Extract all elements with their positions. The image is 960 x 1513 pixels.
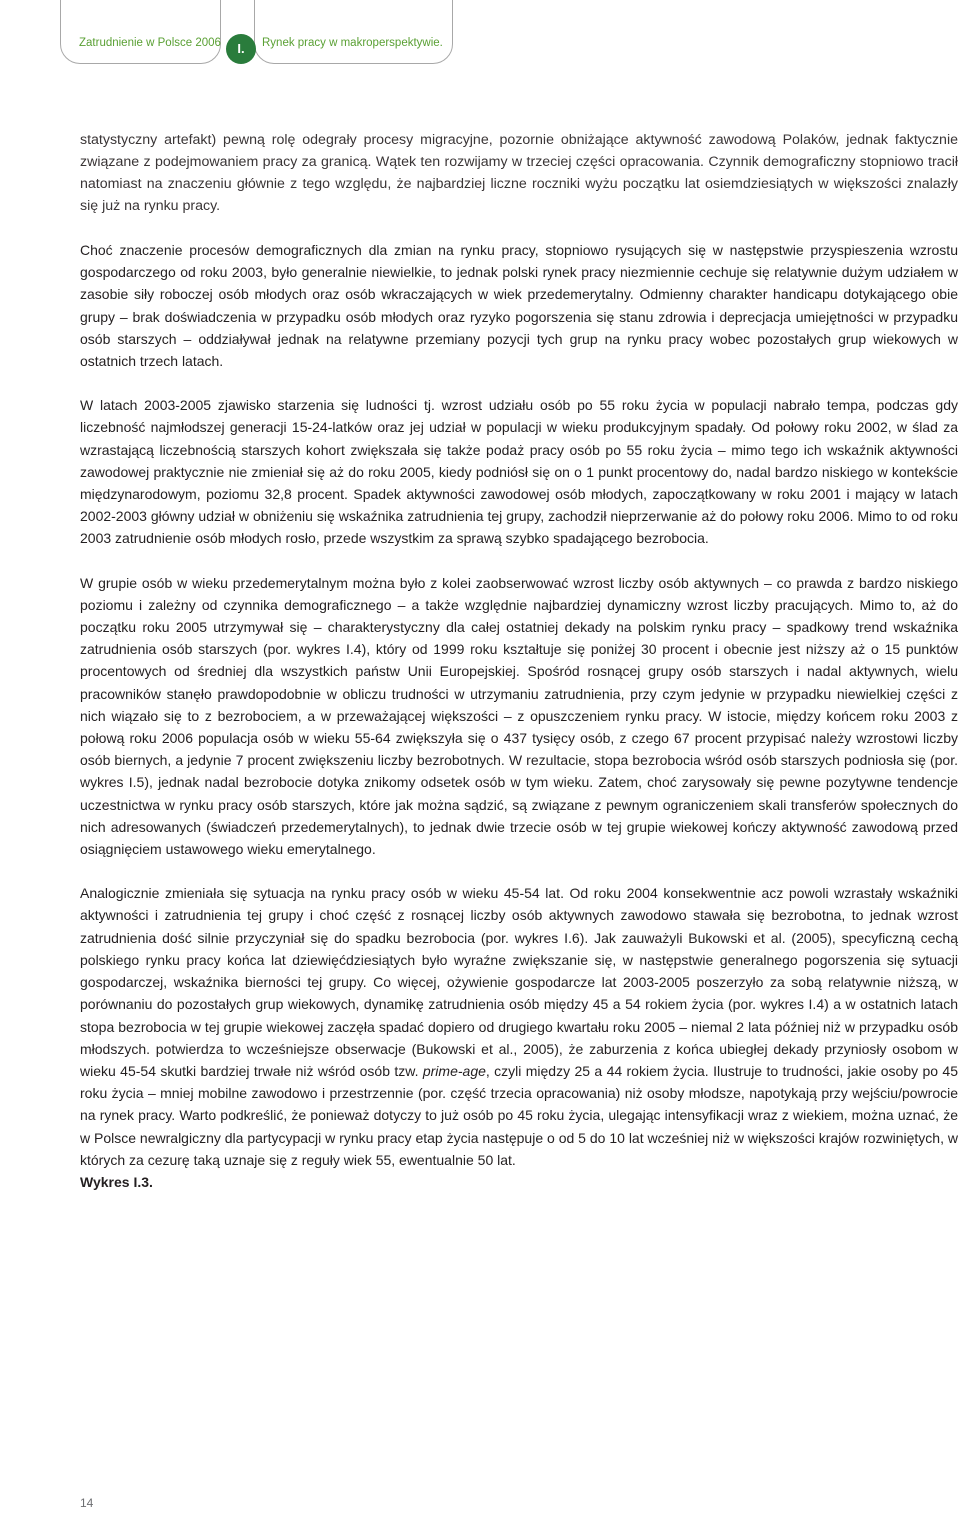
running-header	[0, 0, 960, 80]
page-number: 14	[80, 1496, 94, 1510]
paragraph: Choć znaczenie procesów demograficznych dla zmian na rynku pracy, stopniowo rysujących się w następstwie przyspieszenia wzrostu gospodarczego od roku 2003, było generalnie niewielkie, to jednak polski rynek pracy niezmiennie cechuje się relatywnie dużym udziałem w zasobie siły roboczej osób młodych oraz osób wkraczających w wiek przedemerytalny. Odmienny charakter handicapu dotykającego obie grupy – brak doświadczenia w przypadku osób młodych oraz ryzyko pogorszenia się stanu zdrowia i deprecjacja umiejętności w przypadku osób starszych – oddziaływał jednak na relatywne przemiany pozycji tych grup na rynku pracy wobec pozostałych grup wiekowych w ostatnich trzech latach.	[80, 242, 958, 370]
body-text	[80, 129, 958, 1193]
header-publication-title: Zatrudnienie w Polsce 2006	[79, 37, 221, 49]
header-tab-right	[254, 0, 453, 64]
paragraph-emphasis: prime-age	[422, 1062, 486, 1079]
chapter-badge: I.	[226, 34, 256, 64]
figure-label: Wykres I.3.	[80, 1173, 153, 1190]
paragraph: statystyczny artefakt) pewną rolę odegrały procesy migracyjne, pozornie obniżające aktywność zawodową Polaków, jednak faktycznie związane z podejmowaniem pracy za granicą. Wątek ten rozwijamy w trzeciej części opracowania. Czynnik demograficzny stopniowo tracił natomiast na znaczeniu głównie z tego względu, że najbardziej liczne roczniki wyżu początku lat osiemdziesiątych w większości znalazły się już na rynku pracy.	[80, 132, 958, 214]
paragraph: W grupie osób w wieku przedemerytalnym można było z kolei zaobserwować wzrost liczby osób aktywnych – co prawda z bardzo niskiego poziomu i zależny od czynnika demograficznego – a także względnie najbardziej dynamiczny wzrost liczby pracujących. Mimo to, aż do początku roku 2005 utrzymywał się – charakterystyczny dla całej ostatniej dekady na polskim rynku pracy – spadkowy trend wskaźnika zatrudnienia osób starszych (por. wykres I.4), który od 1999 roku kształtuje się poniżej 30 procent i obecnie jest niższy aż o 15 punktów procentowych od średniej dla wszystkich państw Unii Europejskiej. Spośród rosnącej grupy osób starszych i nadal aktywnych, wielu pracowników stanęło prawdopodobnie w obliczu trudności w utrzymaniu zatrudnienia, przy czym jedynie w przypadku niewielkiej części z nich wiązało się to z bezrobociem, a w przeważającej większości – z opuszczeniem rynku pracy. W istocie, między końcem roku 2003 z połową roku 2006 populacja osób w wieku 55-64 zwiększyła się o 437 tysięcy osób, z czego 67 procent przypisać należy wzrostowi liczby osób biernych, a jedynie 7 procent zwiększeniu liczby bezrobotnych. W rezultacie, stopa bezrobocia wśród osób starszych podniosła się (por. wykres I.5), jednak nadal bezrobocie dotyka znikomy odsetek osób w tym wieku. Zatem, choć zarysowały się pewne pozytywne tendencje uczestnictwa w rynku pracy osób starszych, które jak można sądzić, są związane z pewnym ograniczeniem skali transferów społecznych do nich adresowanych (świadczeń przedemerytalnych), to jednak dwie trzecie osób w tej grupie wiekowej kończy aktywność zawodową przed osiągnięciem ustawowego wieku emerytalnego.	[80, 574, 958, 858]
paragraph-text: Analogicznie zmieniała się sytuacja na rynku pracy osób w wieku 45-54 lat. Od roku 2004 konsekwentnie acz powoli wzrastały wskaźniki aktywności i zatrudnienia tej grupy i choć część z rosnącej liczby osób aktywnych zawodowo stawała się bezrobotna, to jednak wzrost zatrudnienia dość silnie przyczyniał się do spadku bezrobocia (por. wykres I.6). Jak zauważyli Bukowski et al. (2005), specyficzną cechą polskiego rynku pracy końca lat dziewięćdziesiątych było wyraźne zwiększanie się, w następstwie generalnego pogorszenia się sytuacji gospodarczej, wskaźnika bierności tej grupy. Co więcej, ożywienie gospodarcze lat 2003-2005 poszerzyło za sobą relatywnie niższą, w porównaniu do pozostałych grup wiekowych, dynamikę zatrudnienia osób między 45 a 54 rokiem życia (por. wykres I.4) a w ostatnich latach stopa bezrobocia w tej grupie wiekowej zaczęła spadać dopiero od drugiego kwartału roku 2005 – niemal 2 lata później niż w przypadku osób młodszych. potwierdza to wcześniejsze obserwacje (Bukowski et al., 2005), że zaburzenia z końca ubiegłej dekady przyniosły osobom w wieku 45-54 skutki bardziej trwałe niż wśród osób tzw.	[80, 885, 958, 1079]
paragraph: W latach 2003-2005 zjawisko starzenia się ludności tj. wzrost udziału osób po 55 roku życia w populacji nabrało tempa, podczas gdy liczebność najmłodszej generacji 15-24-latków oraz jej udział w populacji w wieku produkcyjnym spadały. Od połowy roku 2002, w ślad za wzrastającą liczebnością starszych kohort zwiększała się także podaż pracy osób po 55 roku życia – mimo tego ich wskaźnik aktywności zawodowej praktycznie nie zmieniał się aż do roku 2005, kiedy podniósł się on o 1 punkt procentowy do, nadal bardzo niskiego w kontekście międzynarodowym, poziomu 32,8 procent. Spadek aktywności zawodowej osób młodych, zapoczątkowany w roku 2001 i mający w latach 2002-2003 główny udział w obniżeniu się wskaźnika zatrudnienia tej grupy, zachodził nieprzerwanie aż do połowy roku 2006. Mimo to od roku 2003 zatrudnienie osób młodych rosło, przede wszystkim za sprawą szybko spadającego bezrobocia.	[80, 397, 958, 547]
header-tab-left	[60, 0, 221, 64]
header-chapter-title: Rynek pracy w makroperspektywie.	[262, 37, 443, 49]
paragraph	[80, 882, 958, 1171]
paragraph-text: , czyli między 25 a 44 rokiem życia. Ilustruje to trudności, jakie osoby po 45 roku życia – mniej mobilne zawodowo i przestrzennie (por. część trzecia opracowania) niż osoby młodsze, napotykają przy wejściu/powrocie na rynek pracy. Warto podkreślić, że ponieważ dotyczy to już osób po 45 roku życia, ulegając intensyfikacji wraz z wiekiem, można uznać, że w Polsce newralgiczny dla partycypacji w rynku pracy etap życia następuje o od 5 do 10 lat wcześniej niż w większości krajów rozwiniętych, w których za cezurę taką uznaje się z reguły wiek 55, ewentualnie 50 lat.	[80, 1062, 959, 1168]
